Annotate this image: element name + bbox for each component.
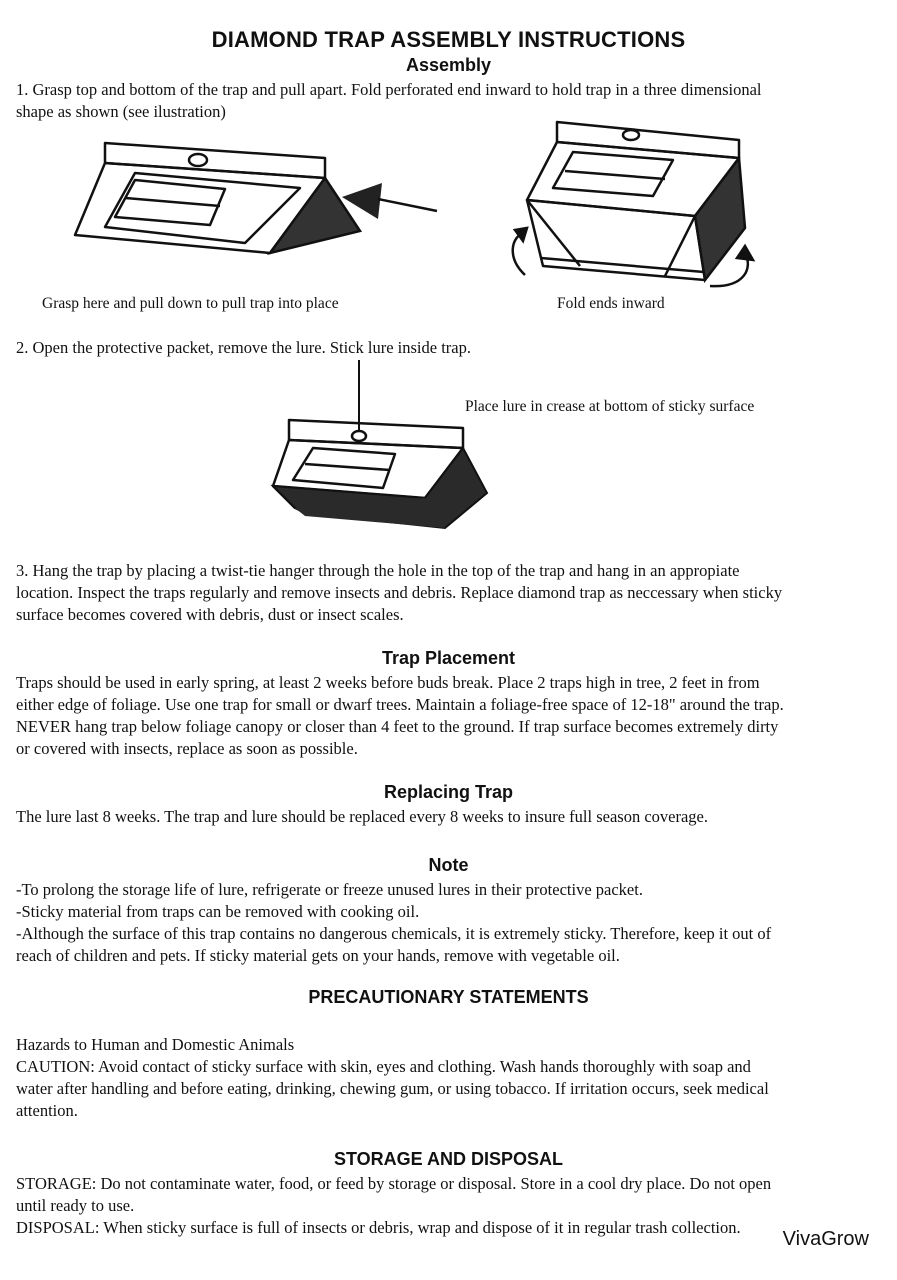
note-heading: Note (428, 855, 469, 875)
lure-trap-illustration (265, 358, 495, 533)
placement-heading: Trap Placement (381, 648, 516, 668)
arrow-icon (342, 183, 437, 219)
step-3-text: 3. Hang the trap by placing a twist-tie hanger through the hole in the top of the trap and hang in an appropiate location. Inspect the traps regularly and remove insects and debris. Replace diamond trap as neccessary when sticky surface becomes covered with debris, dust or insect scales. (16, 561, 783, 624)
precautionary-heading: PRECAUTIONARY STATEMENTS (308, 987, 589, 1007)
storage-text: STORAGE: Do not contaminate water, food, or feed by storage or disposal. Store in a cool dry place. Do not open until ready to use. DISPOSAL: When sticky surface is full of insects or debris, wrap and dispose of it in regular trash collection. (16, 1174, 772, 1237)
precautionary-text: Hazards to Human and Domestic Animals CAUTION: Avoid contact of sticky surface with skin, eyes and clothing. Wash hands thoroughly with soap and water after handling and before eating, drinking, chewing gum, or using tobacco. If irritation occurs, seek medical attention. (16, 1035, 769, 1120)
caption-lure: Place lure in crease at bottom of sticky surface (465, 398, 755, 415)
assembly-heading: Assembly (405, 55, 492, 75)
caption-fold: Fold ends inward (557, 295, 665, 312)
page-title: DIAMOND TRAP ASSEMBLY INSTRUCTIONS (211, 27, 686, 52)
replacing-text: The lure last 8 weeks. The trap and lure should be replaced every 8 weeks to insure full season coverage. (16, 807, 708, 826)
caption-grasp: Grasp here and pull down to pull trap into place (42, 295, 339, 312)
placement-text: Traps should be used in early spring, at least 2 weeks before buds break. Place 2 traps high in tree, 2 feet in from either edge of foliage. Use one trap for small or dwarf trees. Maintain a foliage-free space of 12-18" around the trap. NEVER hang trap below foliage canopy or closer than 4 feet to the ground. If trap surface becomes extremely dirty or covered with insects, replace as soon as possible. (16, 673, 784, 758)
step-2-text: 2. Open the protective packet, remove the lure. Stick lure inside trap. (16, 338, 471, 357)
replacing-heading: Replacing Trap (383, 782, 514, 802)
folded-trap-illustration (505, 118, 760, 288)
step-1-text: 1. Grasp top and bottom of the trap and pull apart. Fold perforated end inward to hold trap in a three dimensional shape as shown (see ilustration) (16, 80, 762, 121)
note-text: -To prolong the storage life of lure, refrigerate or freeze unused lures in their protective packet. -Sticky material from traps can be removed with cooking oil. -Although the surface of this trap contains no dangerous chemicals, it is extremely sticky. Therefore, keep it out of reach of children and pets. If sticky material gets on your hands, remove with vegetable oil. (16, 880, 772, 965)
flat-trap-illustration (60, 135, 450, 265)
brand-logo: VivaGrow (782, 1228, 869, 1250)
storage-heading: STORAGE AND DISPOSAL (333, 1149, 564, 1169)
